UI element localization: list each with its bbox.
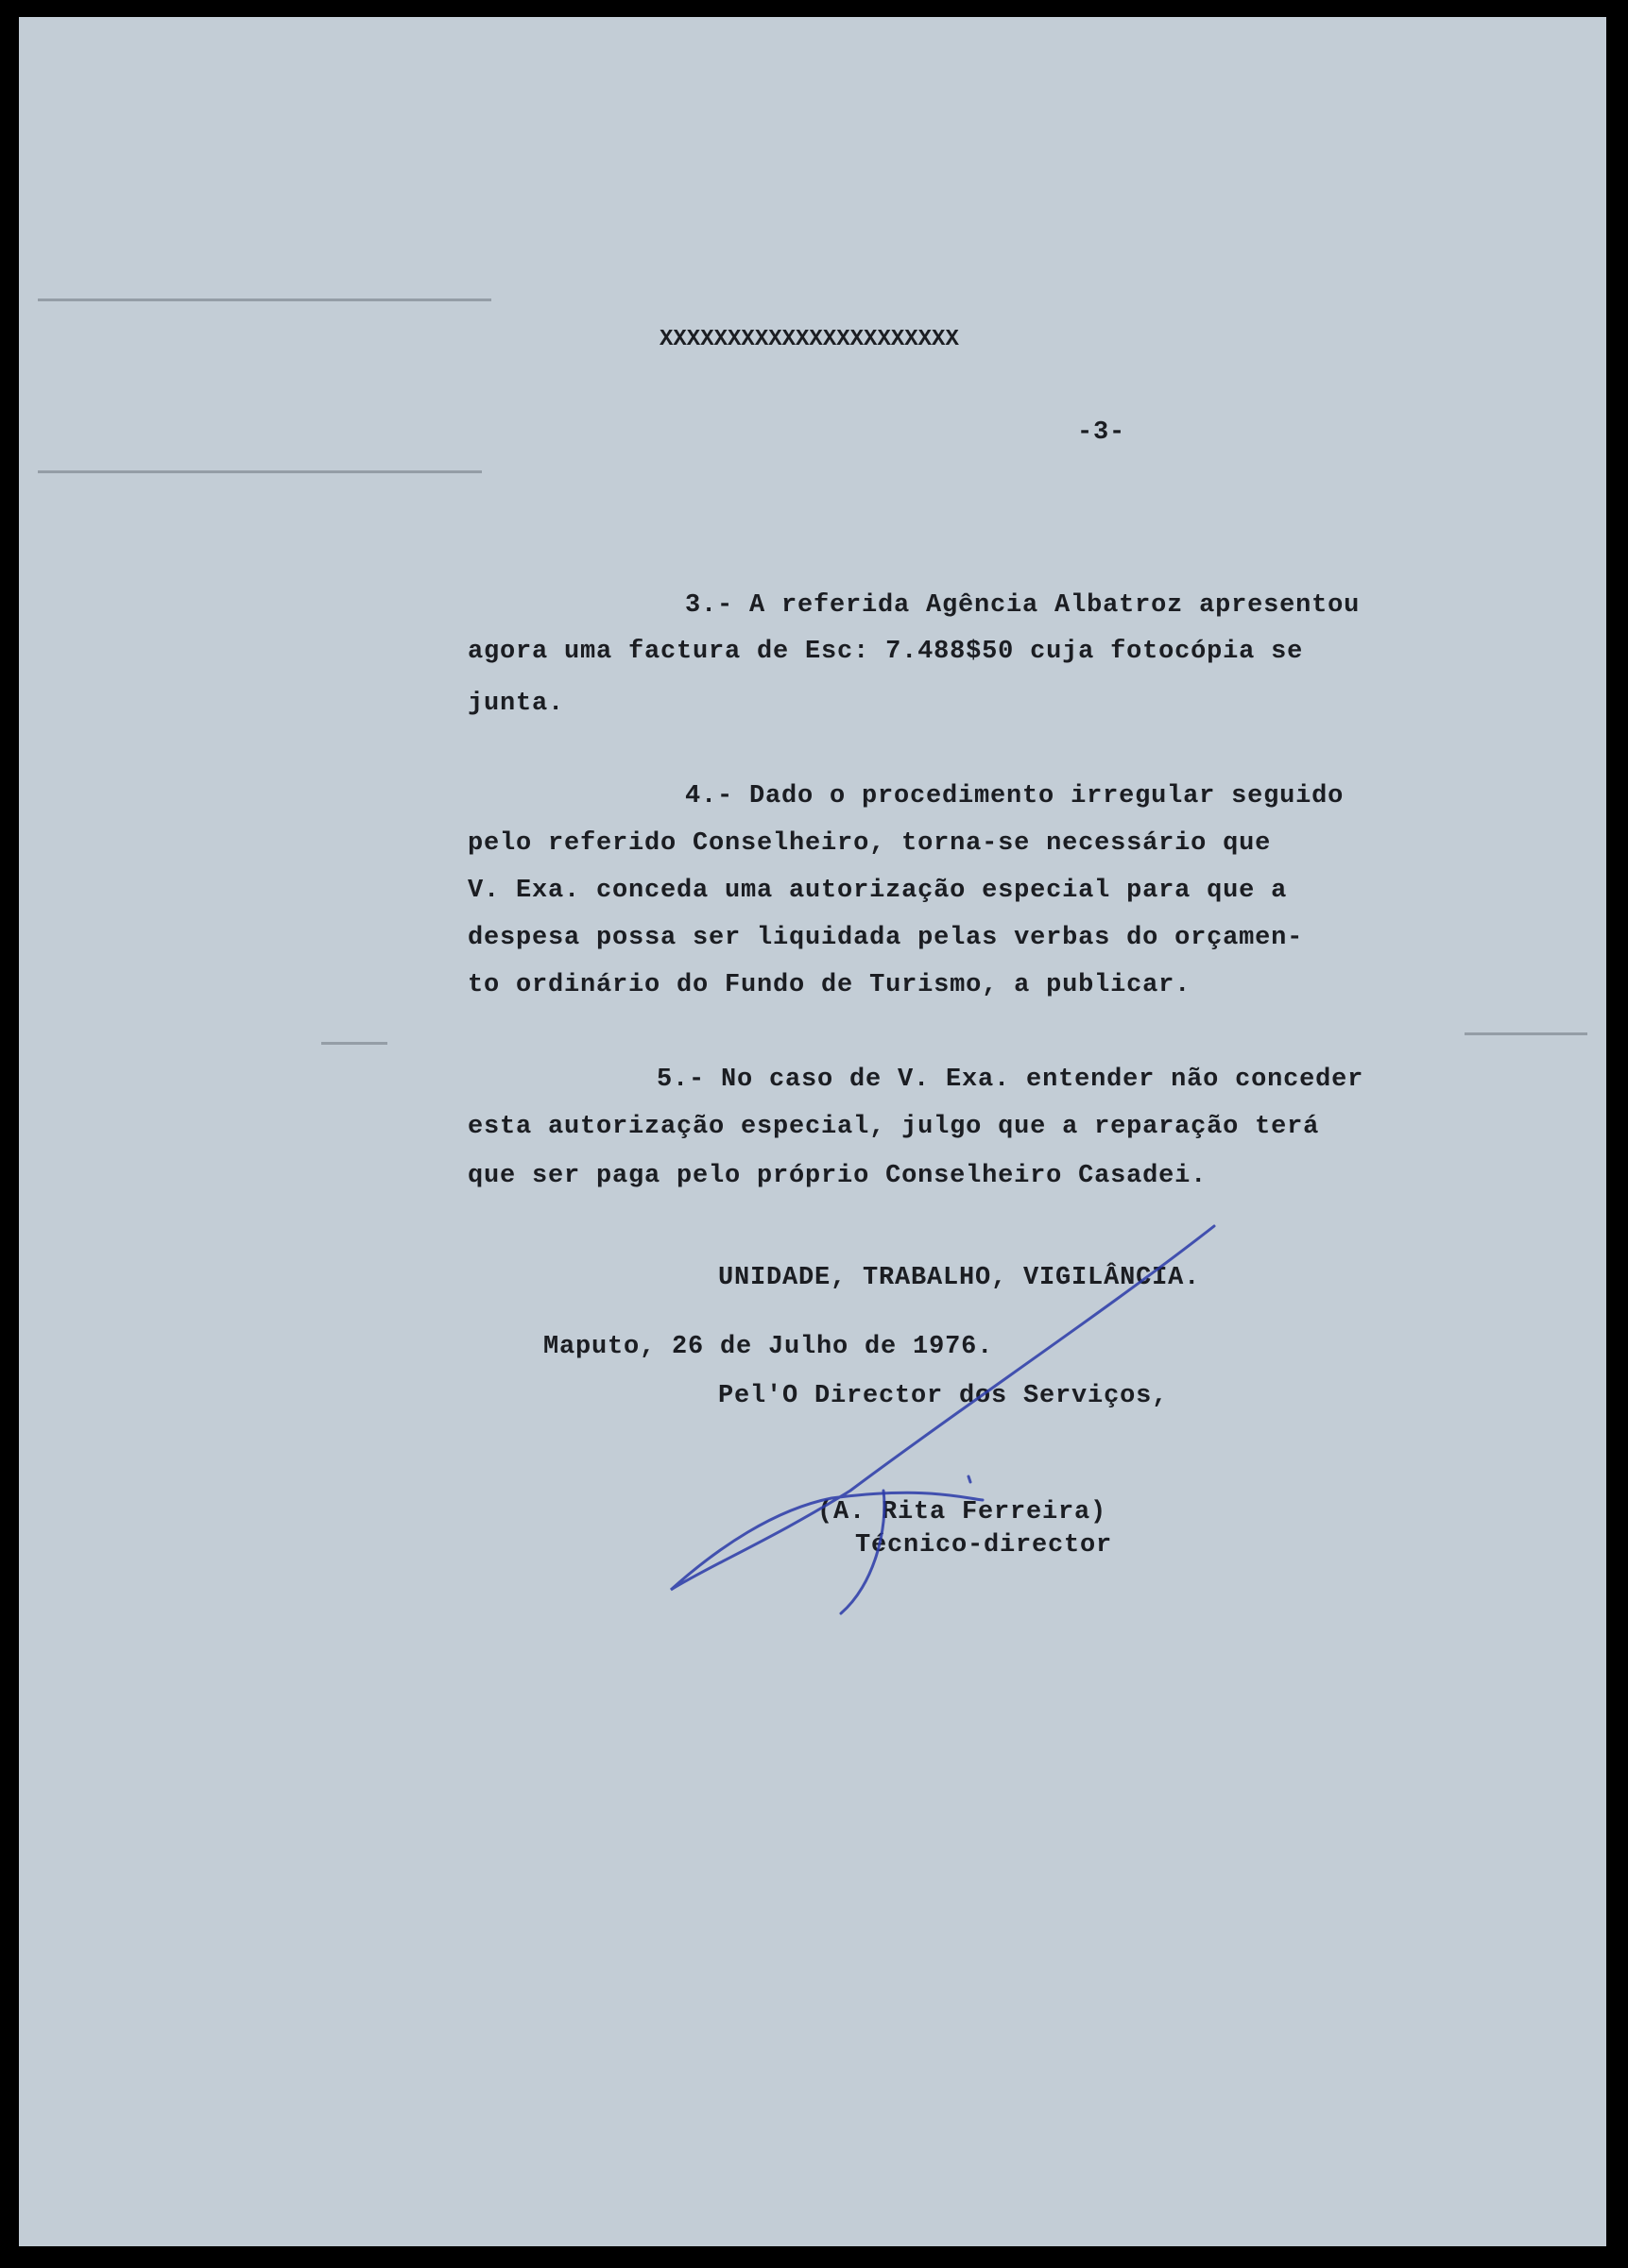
page-number: -3- (1077, 418, 1126, 447)
slogan: UNIDADE, TRABALHO, VIGILÂNCIA. (718, 1264, 1201, 1292)
paragraph-4-line-1: 4.- Dado o procedimento irregular seguido (685, 782, 1345, 810)
paragraph-3-line-2: agora uma factura de Esc: 7.488$50 cuja fotocópia se (468, 638, 1304, 666)
on-behalf-line: Pel'O Director dos Serviços, (718, 1382, 1169, 1410)
signatory-title: Técnico-director (855, 1531, 1113, 1560)
paragraph-3-line-3: junta. (468, 690, 565, 718)
paragraph-3-line-1: 3.- A referida Agência Albatroz apresentou (685, 591, 1361, 620)
paragraph-4-line-2: pelo referido Conselheiro, torna-se necessário que (468, 829, 1272, 858)
paragraph-5-line-2: esta autorização especial, julgo que a reparação terá (468, 1113, 1320, 1141)
handwritten-signature (19, 17, 1606, 2246)
paragraph-4-line-4: despesa possa ser liquidada pelas verbas do orçamen- (468, 924, 1304, 952)
document-page (19, 17, 1606, 2246)
signatory-name: (A. Rita Ferreira) (817, 1498, 1107, 1526)
struck-out-line: XXXXXXXXXXXXXXXXXXXXXX (660, 327, 959, 352)
place-date: Maputo, 26 de Julho de 1976. (543, 1333, 994, 1361)
paragraph-5-line-1: 5.- No caso de V. Exa. entender não conceder (657, 1066, 1364, 1094)
paragraph-5-line-3: que ser paga pelo próprio Conselheiro Casadei. (468, 1162, 1208, 1190)
paragraph-4-line-3: V. Exa. conceda uma autorização especial para que a (468, 877, 1288, 905)
paragraph-4-line-5: to ordinário do Fundo de Turismo, a publicar. (468, 971, 1191, 999)
